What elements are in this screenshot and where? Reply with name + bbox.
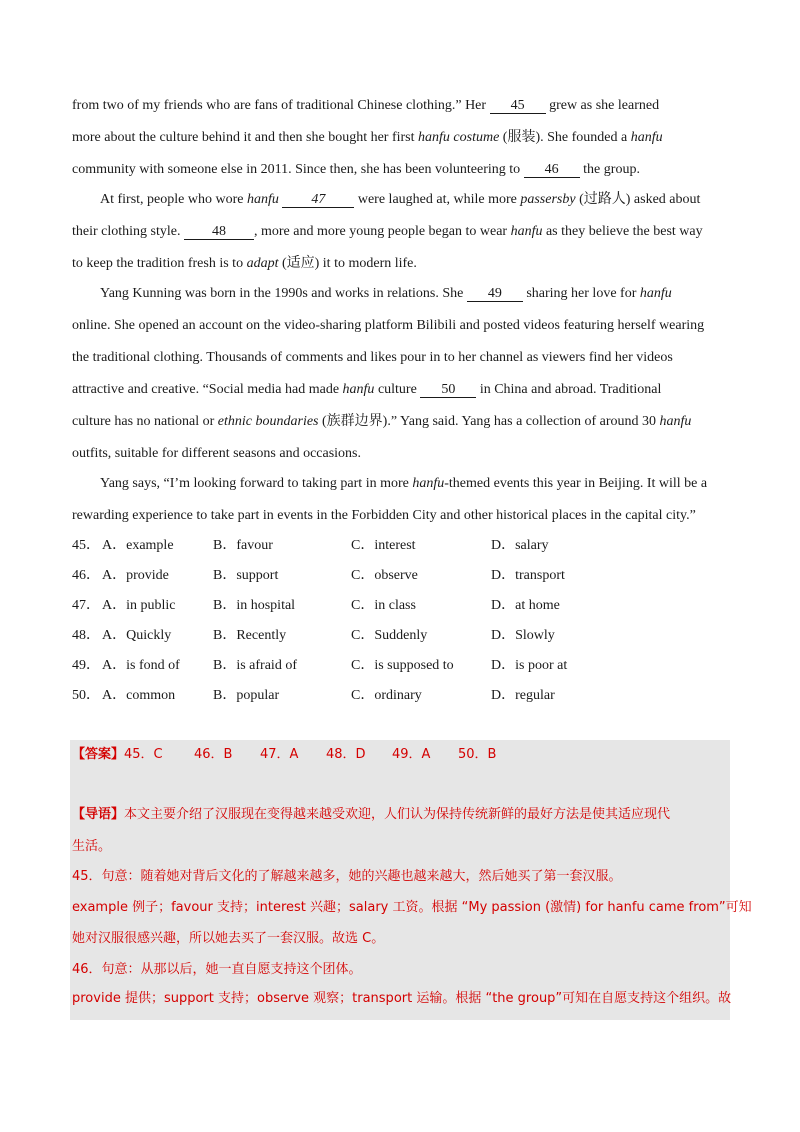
blank-50: 50 [420, 382, 476, 398]
blank-46: 46 [524, 162, 580, 178]
question-row: 49． A．is fond of B．is afraid of C．is supposed to D．is poor at [72, 658, 568, 673]
explanation-line: 她对汉服很感兴趣，所以她去买了一套汉服。故选 C。 [72, 931, 385, 946]
passage-line: At first, people who wore hanfu 47 were laughed at, while more passersby (过路人) asked about [100, 192, 701, 207]
option-d: D．at home [491, 598, 560, 613]
passage-line: rewarding experience to take part in events in the Forbidden City and other historical places in the capital city.” [72, 508, 696, 523]
option-b: B．Recently [213, 628, 287, 643]
passage-line: attractive and creative. “Social media had made hanfu culture 50 in China and abroad. Traditional [72, 382, 662, 397]
option-c: C．observe [351, 568, 418, 583]
option-a: A．example [102, 538, 174, 553]
question-row: 45． A．example B．favour C．interest D．salary [72, 538, 549, 553]
explanation-line: 46．句意：从那以后，她一直自愿支持这个团体。 [72, 962, 362, 977]
passage-line: to keep the tradition fresh is to adapt (适应) it to modern life. [72, 256, 417, 271]
blank-48: 48 [184, 224, 254, 240]
passage-line: outfits, suitable for different seasons and occasions. [72, 446, 362, 461]
passage-line: their clothing style. 48 , more and more young people began to wear hanfu as they believe the best way [72, 224, 703, 239]
passage-line: more about the culture behind it and then she bought her first hanfu costume (服装). She founded a hanfu [72, 130, 663, 145]
passage-line: online. She opened an account on the video-sharing platform Bilibili and posted videos featuring herself wearing [72, 318, 705, 333]
explanation-line: 45．句意：随着她对背后文化的了解越来越多，她的兴趣也越来越大，然后她买了第一套汉服。 [72, 869, 622, 884]
guide-line: 生活。 [72, 839, 112, 854]
option-c: C．in class [351, 598, 416, 613]
passage-line: culture has no national or ethnic boundaries (族群边界).” Yang said. Yang has a collection of around 30 hanfu [72, 414, 692, 429]
question-row: 46． A．provide B．support C．observe D．transport [72, 568, 565, 583]
question-row: 48． A．Quickly B．Recently C．Suddenly D．Slowly [72, 628, 555, 643]
question-row: 50． A．common B．popular C．ordinary D．regular [72, 688, 555, 703]
option-d: D．regular [491, 688, 555, 703]
option-a: A．provide [102, 568, 169, 583]
option-b: B．in hospital [213, 598, 296, 613]
blank-45: 45 [490, 98, 546, 114]
option-c: C．interest [351, 538, 416, 553]
explanation-line: provide 提供；support 支持；observe 观察；transport 运输。根据 “the group”可知在自愿支持这个组织。故 [72, 991, 732, 1006]
guide-label: 【导语】 [72, 807, 125, 822]
passage-line: Yang says, “I’m looking forward to taking part in more hanfu-themed events this year in Beijing. It will be a [100, 476, 708, 491]
passage-line: from two of my friends who are fans of traditional Chinese clothing.” Her 45 grew as she learned [72, 98, 660, 113]
option-b: B．support [213, 568, 279, 583]
option-d: D．Slowly [491, 628, 555, 643]
answer-label: 【答案】 [72, 747, 125, 762]
option-a: A．common [102, 688, 176, 703]
passage-line: community with someone else in 2011. Since then, she has been volunteering to 46 the group. [72, 162, 640, 177]
option-a: A．Quickly [102, 628, 172, 643]
question-row: 47． A．in public B．in hospital C．in class D．at home [72, 598, 560, 613]
option-c: C．Suddenly [351, 628, 428, 643]
explanation-line: example 例子；favour 支持；interest 兴趣；salary 工资。根据 “My passion (激情) for hanfu came from”可知 [72, 900, 752, 915]
option-d: D．transport [491, 568, 565, 583]
option-b: B．is afraid of [213, 658, 297, 673]
guide-line: 【导语】本文主要介绍了汉服现在变得越来越受欢迎，人们认为保持传统新鲜的最好方法是使其适应现代 [72, 807, 671, 822]
blank-49: 49 [467, 286, 523, 302]
option-d: D．is poor at [491, 658, 568, 673]
blank-47: 47 [282, 192, 354, 208]
option-a: A．is fond of [102, 658, 180, 673]
answer-line: 【答案】45．C 46．B 47．A 48．D 49．A 50．B [72, 747, 497, 762]
option-a: A．in public [102, 598, 176, 613]
option-b: B．popular [213, 688, 280, 703]
passage-line: Yang Kunning was born in the 1990s and works in relations. She 49 sharing her love for hanfu [100, 286, 672, 301]
option-d: D．salary [491, 538, 549, 553]
option-c: C．ordinary [351, 688, 422, 703]
option-c: C．is supposed to [351, 658, 454, 673]
option-b: B．favour [213, 538, 273, 553]
passage-line: the traditional clothing. Thousands of comments and likes pour in to her channel as viewers find her videos [72, 350, 673, 365]
